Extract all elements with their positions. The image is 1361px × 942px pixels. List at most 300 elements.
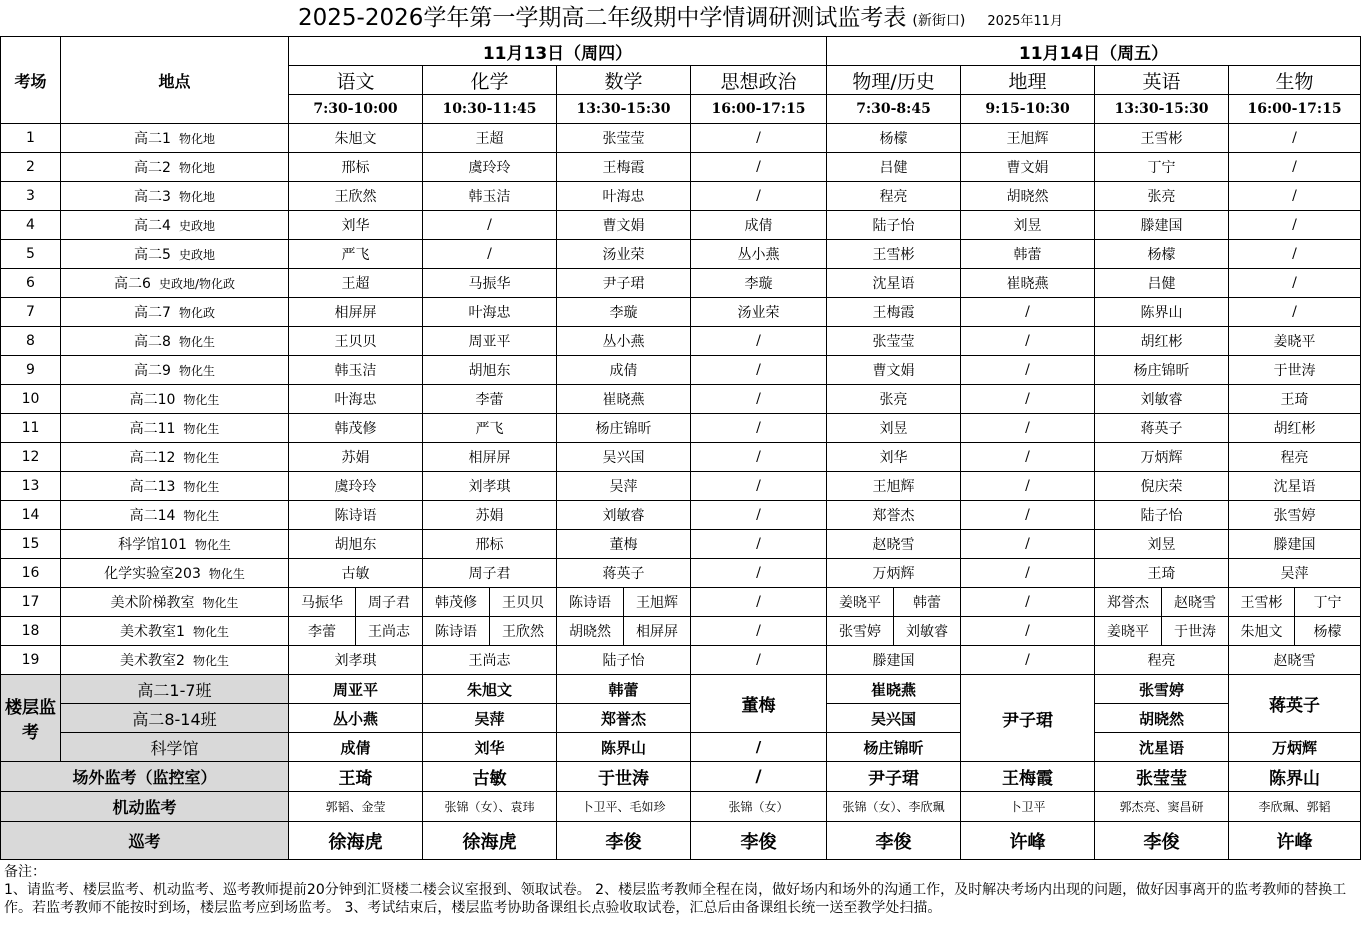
proctor-cell: 王琦 (1095, 559, 1229, 588)
room-number: 16 (1, 559, 61, 588)
table-row (1, 240, 1361, 269)
proctor-cell: 曹文娟 (827, 356, 961, 385)
room-number: 7 (1, 298, 61, 327)
proctor-cell: 王雪彬 (1095, 124, 1229, 153)
proctor-cell: / (1229, 153, 1361, 182)
proctor-pair (289, 588, 422, 616)
floor-cell: / (691, 733, 827, 762)
proctor-cell: 姜晓平 (1229, 327, 1361, 356)
proctor-cell: 刘敏睿 (1095, 385, 1229, 414)
outside-cell: 王梅霞 (961, 762, 1095, 792)
proctor-cell: 陆子怡 (557, 646, 691, 675)
proctor-cell: 王欣然 (289, 182, 423, 211)
proctor-cell: 陈诗语 (289, 501, 423, 530)
proctor-cell: 王琦 (1229, 385, 1361, 414)
outside-label: 场外监考（监控室） (1, 762, 289, 792)
room-location (61, 501, 289, 530)
proctor-cell: 韩茂修 (289, 414, 423, 443)
table-row (1, 559, 1361, 588)
proctor-cell: 王旭辉 (827, 472, 961, 501)
room-location (61, 211, 289, 240)
proctor-cell: 王超 (423, 124, 557, 153)
proctor-cell: 赵晓雪 (1229, 646, 1361, 675)
room-number: 12 (1, 443, 61, 472)
proctor-cell: 陆子怡 (827, 211, 961, 240)
time-1: 10:30-11:45 (423, 95, 557, 124)
notes-text: 1、请监考、楼层监考、机动监考、巡考教师提前20分钟到汇贤楼二楼会议室报到、领取试卷。 2、楼层监考教师全程在岗，做好场内和场外的沟通工作，及时解决考场内出现的问题，做好因事离开的监考教师的替换工作。若监考教师不能按时到场，楼层监考应到场监考。 3、考试结束后，楼层监考协助备课组长点验收取试卷，汇总后由备课组长统一送至教学处扫描。 (4, 882, 1347, 916)
location-name: 美术教室2 (120, 653, 185, 669)
room-location (61, 327, 289, 356)
proctor-cell: / (1229, 124, 1361, 153)
location-name: 美术教室1 (120, 624, 185, 640)
proctor-cell: 曹文娟 (557, 211, 691, 240)
proctor-name: 王贝贝 (502, 595, 544, 611)
patrol-cell: 李俊 (557, 822, 691, 860)
proctor-cell: 王超 (289, 269, 423, 298)
floor-row (1, 675, 1361, 704)
proctor-name: 郑誉杰 (1095, 588, 1162, 616)
proctor-cell: 于世涛 (1229, 356, 1361, 385)
proctor-cell: 王贝贝 (289, 327, 423, 356)
outside-cell: 张莹莹 (1095, 762, 1229, 792)
proctor-cell: 王旭辉 (961, 124, 1095, 153)
proctor-name: 相屏屏 (636, 624, 678, 640)
location-group: 物化生 (192, 654, 229, 668)
room-number: 19 (1, 646, 61, 675)
table-row (1, 414, 1361, 443)
floor-place: 高二8-14班 (61, 704, 289, 733)
room-number: 10 (1, 385, 61, 414)
proctor-cell: 万炳辉 (827, 559, 961, 588)
location-group: 物化地 (178, 190, 215, 204)
proctor-cell: 胡红彬 (1229, 414, 1361, 443)
proctor-cell: 张雪婷 (1229, 501, 1361, 530)
room-location (61, 472, 289, 501)
proctor-cell: / (961, 559, 1095, 588)
proctor-cell: 叶海忠 (557, 182, 691, 211)
proctor-cell: 王梅霞 (557, 153, 691, 182)
proctor-cell: 万炳辉 (1095, 443, 1229, 472)
proctor-name: 王欣然 (502, 624, 544, 640)
floor-biology: 蒋英子 (1229, 675, 1361, 733)
proctor-cell: 崔晓燕 (961, 269, 1095, 298)
proctor-cell: 陈界山 (1095, 298, 1229, 327)
time-5: 9:15-10:30 (961, 95, 1095, 124)
proctor-cell: 相屏屏 (423, 443, 557, 472)
room-number: 8 (1, 327, 61, 356)
proctor-cell: / (961, 646, 1095, 675)
location-name: 高二10 (129, 392, 176, 408)
proctor-cell (289, 617, 423, 646)
proctor-cell: 韩蕾 (961, 240, 1095, 269)
proctor-cell: / (1229, 269, 1361, 298)
proctor-cell: 丁宁 (1095, 153, 1229, 182)
proctor-cell: 汤业荣 (557, 240, 691, 269)
subject-7: 生物 (1229, 66, 1361, 95)
title-date: 2025年11月 (987, 14, 1063, 29)
patrol-cell: 李俊 (691, 822, 827, 860)
room-location (61, 385, 289, 414)
proctor-pair (423, 617, 556, 645)
proctor-name: 姜晓平 (1095, 617, 1162, 645)
proctor-cell: 韩玉洁 (289, 356, 423, 385)
proctor-pair (557, 588, 690, 616)
proctor-cell: / (423, 240, 557, 269)
location-name: 高二14 (129, 508, 176, 524)
time-2: 13:30-15:30 (557, 95, 691, 124)
proctor-cell: 程亮 (827, 182, 961, 211)
proctor-cell: 刘孝琪 (423, 472, 557, 501)
proctor-name: 杨檬 (1313, 624, 1342, 640)
proctor-cell: / (691, 559, 827, 588)
location-group: 物化生 (183, 451, 220, 465)
proctor-cell: 邢标 (289, 153, 423, 182)
proctor-cell: / (691, 356, 827, 385)
proctor-cell: 蒋英子 (1095, 414, 1229, 443)
table-row (1, 472, 1361, 501)
header-day2: 11月14日（周五） (827, 37, 1361, 66)
room-number: 18 (1, 617, 61, 646)
proctor-name: 王旭辉 (636, 595, 678, 611)
room-location (61, 443, 289, 472)
floor-cell: 郑誉杰 (557, 704, 691, 733)
proctor-cell: 丛小燕 (557, 327, 691, 356)
proctor-cell: / (691, 617, 827, 646)
proctor-cell: 刘华 (827, 443, 961, 472)
room-number: 5 (1, 240, 61, 269)
table-row (1, 153, 1361, 182)
title-campus: (新街口) (912, 13, 966, 29)
floor-cell: 丛小燕 (289, 704, 423, 733)
table-row (1, 298, 1361, 327)
table-row (1, 588, 1361, 617)
proctor-cell: / (961, 443, 1095, 472)
proctor-cell (1095, 617, 1229, 646)
proctor-cell: 刘敏睿 (557, 501, 691, 530)
proctor-pair (1095, 617, 1228, 645)
proctor-cell: / (961, 327, 1095, 356)
proctor-cell: / (691, 182, 827, 211)
proctor-cell: 赵晓雪 (827, 530, 961, 559)
subject-0: 语文 (289, 66, 423, 95)
floor-label: 楼层监考 (1, 675, 61, 762)
proctor-name: 陈诗语 (557, 588, 624, 616)
table-row (1, 501, 1361, 530)
floor-row (1, 704, 1361, 733)
proctor-name: 刘敏睿 (906, 624, 949, 640)
proctor-name: 朱旭文 (1229, 617, 1295, 645)
proctor-cell: 严飞 (289, 240, 423, 269)
proctor-cell: 韩玉洁 (423, 182, 557, 211)
mobile-row (1, 792, 1361, 822)
patrol-cell: 李俊 (1095, 822, 1229, 860)
table-row (1, 443, 1361, 472)
proctor-pair (1229, 588, 1360, 616)
proctor-cell: / (691, 530, 827, 559)
floor-cell: 沈星语 (1095, 733, 1229, 762)
floor-cell: 陈界山 (557, 733, 691, 762)
room-location (61, 414, 289, 443)
room-location (61, 617, 289, 646)
location-group: 物化生 (194, 538, 231, 552)
proctor-cell: 周亚平 (423, 327, 557, 356)
proctor-cell: / (691, 153, 827, 182)
room-number: 4 (1, 211, 61, 240)
location-group: 物化地 (178, 132, 215, 146)
room-location (61, 588, 289, 617)
proctor-cell: / (961, 385, 1095, 414)
table-row (1, 182, 1361, 211)
room-location (61, 646, 289, 675)
table-row (1, 617, 1361, 646)
floor-cell: 万炳辉 (1229, 733, 1361, 762)
proctor-cell: 丛小燕 (691, 240, 827, 269)
proctor-cell: 沈星语 (1229, 472, 1361, 501)
proctor-pair (557, 617, 690, 645)
floor-place: 科学馆 (61, 733, 289, 762)
notes-head: 备注： (4, 864, 46, 880)
header-location: 地点 (61, 37, 289, 124)
room-location (61, 298, 289, 327)
proctor-cell (1095, 588, 1229, 617)
proctor-name: 张雪婷 (827, 617, 894, 645)
proctor-name: 赵晓雪 (1174, 595, 1217, 611)
proctor-cell: / (423, 211, 557, 240)
outside-row (1, 762, 1361, 792)
room-number: 11 (1, 414, 61, 443)
proctor-cell: 倪庆荣 (1095, 472, 1229, 501)
proctor-cell: 张莹莹 (557, 124, 691, 153)
proctor-cell (423, 588, 557, 617)
notes (0, 860, 1361, 917)
floor-cell: 成倩 (289, 733, 423, 762)
header-room: 考场 (1, 37, 61, 124)
proctor-cell: / (961, 501, 1095, 530)
location-group: 物化生 (183, 393, 220, 407)
proctor-cell: 程亮 (1095, 646, 1229, 675)
proctor-cell: 王雪彬 (827, 240, 961, 269)
proctor-name: 于世涛 (1174, 624, 1217, 640)
proctor-cell: 苏娟 (289, 443, 423, 472)
room-number: 6 (1, 269, 61, 298)
proctor-name: 胡晓然 (557, 617, 624, 645)
proctor-cell: 周子君 (423, 559, 557, 588)
proctor-cell: / (691, 124, 827, 153)
floor-cell: 崔晓燕 (827, 675, 961, 704)
proctor-cell: 杨檬 (827, 124, 961, 153)
room-location (61, 153, 289, 182)
proctor-cell: / (1229, 298, 1361, 327)
proctor-cell: 张亮 (827, 385, 961, 414)
time-6: 13:30-15:30 (1095, 95, 1229, 124)
proctor-cell: / (961, 530, 1095, 559)
proctor-cell: 程亮 (1229, 443, 1361, 472)
proctor-cell (557, 588, 691, 617)
table-row (1, 356, 1361, 385)
table-row (1, 124, 1361, 153)
proctor-pair (289, 617, 422, 645)
room-location (61, 124, 289, 153)
location-name: 高二9 (134, 363, 171, 379)
proctor-cell: 胡旭东 (289, 530, 423, 559)
proctor-cell: 虞玲玲 (289, 472, 423, 501)
mobile-cell: 张锦（女）、袁玮 (423, 792, 557, 822)
proctor-cell: / (1229, 182, 1361, 211)
proctor-pair (827, 617, 960, 645)
proctor-name: 陈诗语 (423, 617, 490, 645)
mobile-cell: 张锦（女） (691, 792, 827, 822)
room-location (61, 356, 289, 385)
proctor-cell (827, 617, 961, 646)
patrol-cell: 徐海虎 (289, 822, 423, 860)
proctor-name: 王雪彬 (1229, 588, 1295, 616)
location-name: 科学馆101 (118, 537, 187, 553)
proctor-cell: 杨庄锦昕 (557, 414, 691, 443)
proctor-cell: / (961, 298, 1095, 327)
location-name: 高二7 (134, 305, 171, 321)
time-7: 16:00-17:15 (1229, 95, 1361, 124)
mobile-cell: 李欣珮、郭韬 (1229, 792, 1361, 822)
patrol-label: 巡考 (1, 822, 289, 860)
time-0: 7:30-10:00 (289, 95, 423, 124)
proctor-cell (1229, 588, 1361, 617)
location-name: 美术阶梯教室 (110, 595, 195, 611)
proctor-cell: 相屏屏 (289, 298, 423, 327)
proctor-cell: 吕健 (827, 153, 961, 182)
table-row (1, 530, 1361, 559)
outside-cell: 尹子珺 (827, 762, 961, 792)
floor-cell: 吴萍 (423, 704, 557, 733)
proctor-cell (289, 588, 423, 617)
floor-cell: 韩蕾 (557, 675, 691, 704)
floor-cell: 张雪婷 (1095, 675, 1229, 704)
proctor-cell: 苏娟 (423, 501, 557, 530)
proctor-cell: 李璇 (557, 298, 691, 327)
subject-2: 数学 (557, 66, 691, 95)
location-group: 物化生 (208, 567, 245, 581)
proctor-cell (557, 617, 691, 646)
location-group: 物化生 (183, 422, 220, 436)
proctor-cell: 刘昱 (1095, 530, 1229, 559)
proctor-cell: 吴兴国 (557, 443, 691, 472)
proctor-cell: 杨庄锦昕 (1095, 356, 1229, 385)
table-row (1, 385, 1361, 414)
proctor-cell: 成倩 (557, 356, 691, 385)
patrol-cell: 许峰 (1229, 822, 1361, 860)
mobile-cell: 张锦（女）、李欣珮 (827, 792, 961, 822)
proctor-cell: 李蕾 (423, 385, 557, 414)
proctor-cell: 汤业荣 (691, 298, 827, 327)
proctor-cell: 邢标 (423, 530, 557, 559)
mobile-cell: 郭韬、金莹 (289, 792, 423, 822)
proctor-cell: 沈星语 (827, 269, 961, 298)
proctor-cell: 严飞 (423, 414, 557, 443)
location-group: 物化政 (178, 306, 215, 320)
proctor-name: 王尚志 (368, 624, 410, 640)
outside-cell: 陈界山 (1229, 762, 1361, 792)
proctor-cell: 叶海忠 (423, 298, 557, 327)
proctor-name: 韩茂修 (423, 588, 490, 616)
location-group: 史政地/物化政 (158, 277, 235, 291)
proctor-cell: / (691, 443, 827, 472)
subject-4: 物理/历史 (827, 66, 961, 95)
subject-5: 地理 (961, 66, 1095, 95)
patrol-row (1, 822, 1361, 860)
room-number: 17 (1, 588, 61, 617)
proctor-cell: 郑誉杰 (827, 501, 961, 530)
room-number: 1 (1, 124, 61, 153)
proctor-cell (1229, 617, 1361, 646)
proctor-pair (423, 588, 556, 616)
proctor-cell: 刘昱 (961, 211, 1095, 240)
proctor-cell: 李璇 (691, 269, 827, 298)
location-name: 高二1 (134, 131, 171, 147)
proctor-cell: 滕建国 (1229, 530, 1361, 559)
location-group: 物化生 (183, 480, 220, 494)
proctor-cell: 叶海忠 (289, 385, 423, 414)
proctor-cell: 吴萍 (1229, 559, 1361, 588)
location-name: 高二2 (134, 160, 171, 176)
proctor-cell: 胡晓然 (961, 182, 1095, 211)
proctor-cell: 王尚志 (423, 646, 557, 675)
proctor-cell (423, 617, 557, 646)
proctor-cell: 王梅霞 (827, 298, 961, 327)
proctor-cell: 蒋英子 (557, 559, 691, 588)
proctor-cell: 古敏 (289, 559, 423, 588)
location-name: 高二4 (134, 218, 171, 234)
location-name: 高二11 (129, 421, 176, 437)
floor-cell: 杨庄锦昕 (827, 733, 961, 762)
location-group: 物化地 (178, 161, 215, 175)
proctor-cell: 虞玲玲 (423, 153, 557, 182)
proctor-cell: 吴萍 (557, 472, 691, 501)
proctor-cell: / (691, 646, 827, 675)
proctor-cell: / (691, 385, 827, 414)
floor-cell: 吴兴国 (827, 704, 961, 733)
location-name: 高二3 (134, 189, 171, 205)
proctor-cell: / (1229, 240, 1361, 269)
proctor-cell: / (691, 414, 827, 443)
proctor-name: 李蕾 (289, 617, 356, 645)
proctor-pair (827, 588, 960, 616)
proctor-cell: 吕健 (1095, 269, 1229, 298)
proctor-cell: 刘孝琪 (289, 646, 423, 675)
proctor-cell: 胡旭东 (423, 356, 557, 385)
location-name: 高二6 (114, 276, 151, 292)
proctor-cell: 刘昱 (827, 414, 961, 443)
proctor-cell: / (1229, 211, 1361, 240)
outside-cell: / (691, 762, 827, 792)
room-location (61, 240, 289, 269)
proctor-cell: / (691, 472, 827, 501)
location-group: 物化生 (178, 335, 215, 349)
proctor-cell: 董梅 (557, 530, 691, 559)
location-name: 高二8 (134, 334, 171, 350)
table-row (1, 646, 1361, 675)
patrol-cell: 徐海虎 (423, 822, 557, 860)
floor-cell: 朱旭文 (423, 675, 557, 704)
patrol-cell: 李俊 (827, 822, 961, 860)
proctor-cell (827, 588, 961, 617)
location-group: 物化生 (178, 364, 215, 378)
proctor-cell: 尹子珺 (557, 269, 691, 298)
schedule-table (0, 36, 1361, 860)
floor-row (1, 733, 1361, 762)
outside-cell: 于世涛 (557, 762, 691, 792)
table-row (1, 269, 1361, 298)
proctor-cell: 胡红彬 (1095, 327, 1229, 356)
floor-cell: 胡晓然 (1095, 704, 1229, 733)
